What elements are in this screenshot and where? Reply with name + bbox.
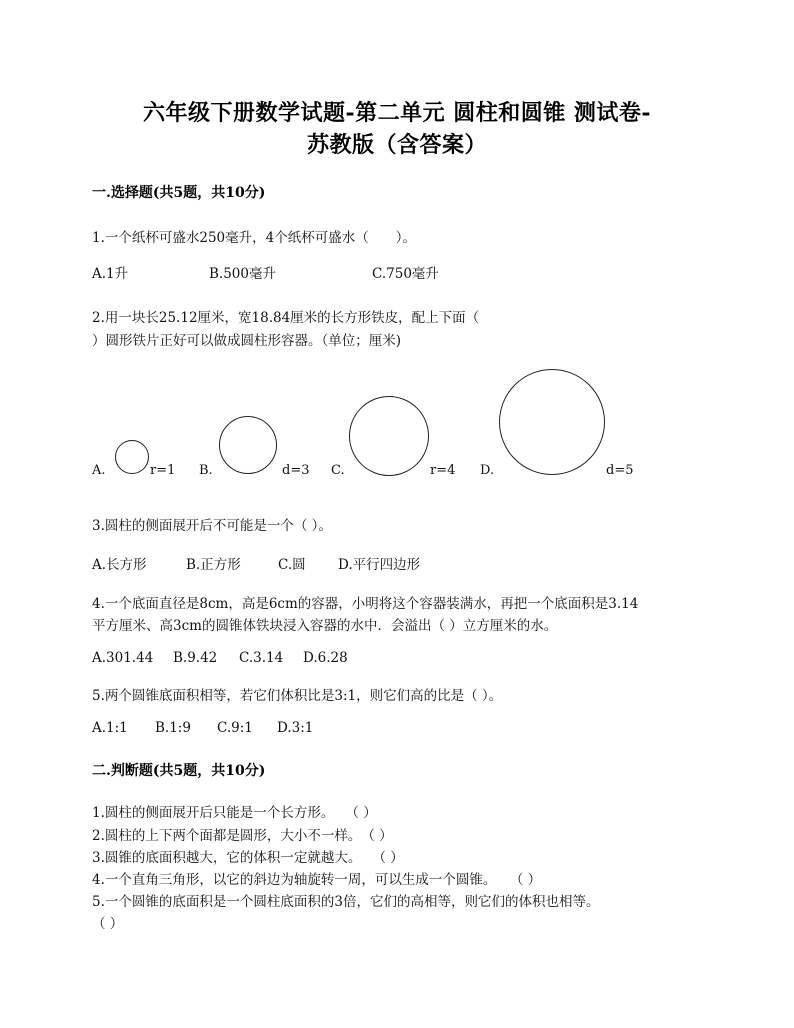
q5-option-b: B.1:9 [155,720,191,736]
figure-b-letter: B. [199,463,213,478]
circle-d [499,369,605,475]
circle-b [219,416,277,474]
q5-option-c: C.9:1 [217,720,253,736]
q3-option-a: A.长方形 [92,557,147,573]
q3-options [92,553,420,573]
q4-options [92,650,348,666]
figure-b-label: d=3 [282,463,310,478]
q5-options [92,720,313,736]
circle-c [349,396,429,476]
page-title-line2: 苏教版（含答案） [306,132,487,158]
figure-a-letter: A. [92,463,106,478]
q1-option-c: C.750毫升 [372,266,439,282]
q3-option-d: D.平行四边形 [338,557,421,573]
figure-d-label: d=5 [606,463,634,478]
tf-item-3: 3.圆锥的底面积越大，它的体积一定就越大。 （ ） [92,850,404,866]
q3-option-b: B.正方形 [186,557,241,573]
q2-text-line1: 2.用一块长25.12厘米，宽18.84厘米的长方形铁皮，配上下面（ [92,310,480,326]
section2-heading: 二.判断题(共5题，共10分) [92,763,266,779]
figure-d-letter: D. [480,463,495,478]
q5-text: 5.两个圆锥底面积相等，若它们体积比是3:1，则它们高的比是（ ）。 [92,688,503,704]
tf-item-5: 5.一个圆锥的底面积是一个圆柱底面积的3倍，它们的高相等，则它们的体积也相等。 [92,894,600,910]
circle-a [115,440,149,474]
q5-option-d: D.3:1 [277,720,314,736]
q3-text: 3.圆柱的侧面展开后不可能是一个（ ）。 [92,518,332,534]
q1-text: 1.一个纸杯可盛水250毫升，4个纸杯可盛水（ ）。 [92,230,416,246]
q4-option-d: D.6.28 [303,650,348,666]
page-title-line1: 六年级下册数学试题-第二单元 圆柱和圆锥 测试卷- [142,100,652,126]
tf-item-5-tail: （ ） [92,916,124,932]
q4-option-c: C.3.14 [239,650,284,666]
tf-item-2: 2.圆柱的上下两个面都是圆形，大小不一样。 （ ） [92,828,393,844]
q5-option-a: A.1:1 [92,720,128,736]
q3-option-c: C.圆 [278,557,306,573]
tf-item-4: 4.一个直角三角形，以它的斜边为轴旋转一周，可以生成一个圆锥。 （ ） [92,872,542,888]
q1-options [92,262,439,282]
q2-text-line2: ）圆形铁片正好可以做成圆柱形容器。（单位；厘米) [92,333,402,349]
figure-a-label: r=1 [150,463,176,478]
tf-item-1: 1.圆柱的侧面展开后只能是一个长方形。 （ ） [92,805,377,821]
q1-option-a: A.1升 [92,266,129,282]
section1-heading: 一.选择题(共5题，共10分) [92,185,266,201]
q4-text-line2: 平方厘米、高3cm的圆锥体铁块浸入容器的水中．会溢出（ ）立方厘米的水。 [92,618,558,634]
q1-option-b: B.500毫升 [209,266,276,282]
q4-option-a: A.301.44 [92,650,154,666]
figure-c-letter: C. [331,463,345,478]
q4-option-b: B.9.42 [173,650,218,666]
figure-c-label: r=4 [430,463,456,478]
q4-text-line1: 4.一个底面直径是8cm，高是6cm的容器，小明将这个容器装满水，再把一个底面积是3.14 [92,596,639,612]
